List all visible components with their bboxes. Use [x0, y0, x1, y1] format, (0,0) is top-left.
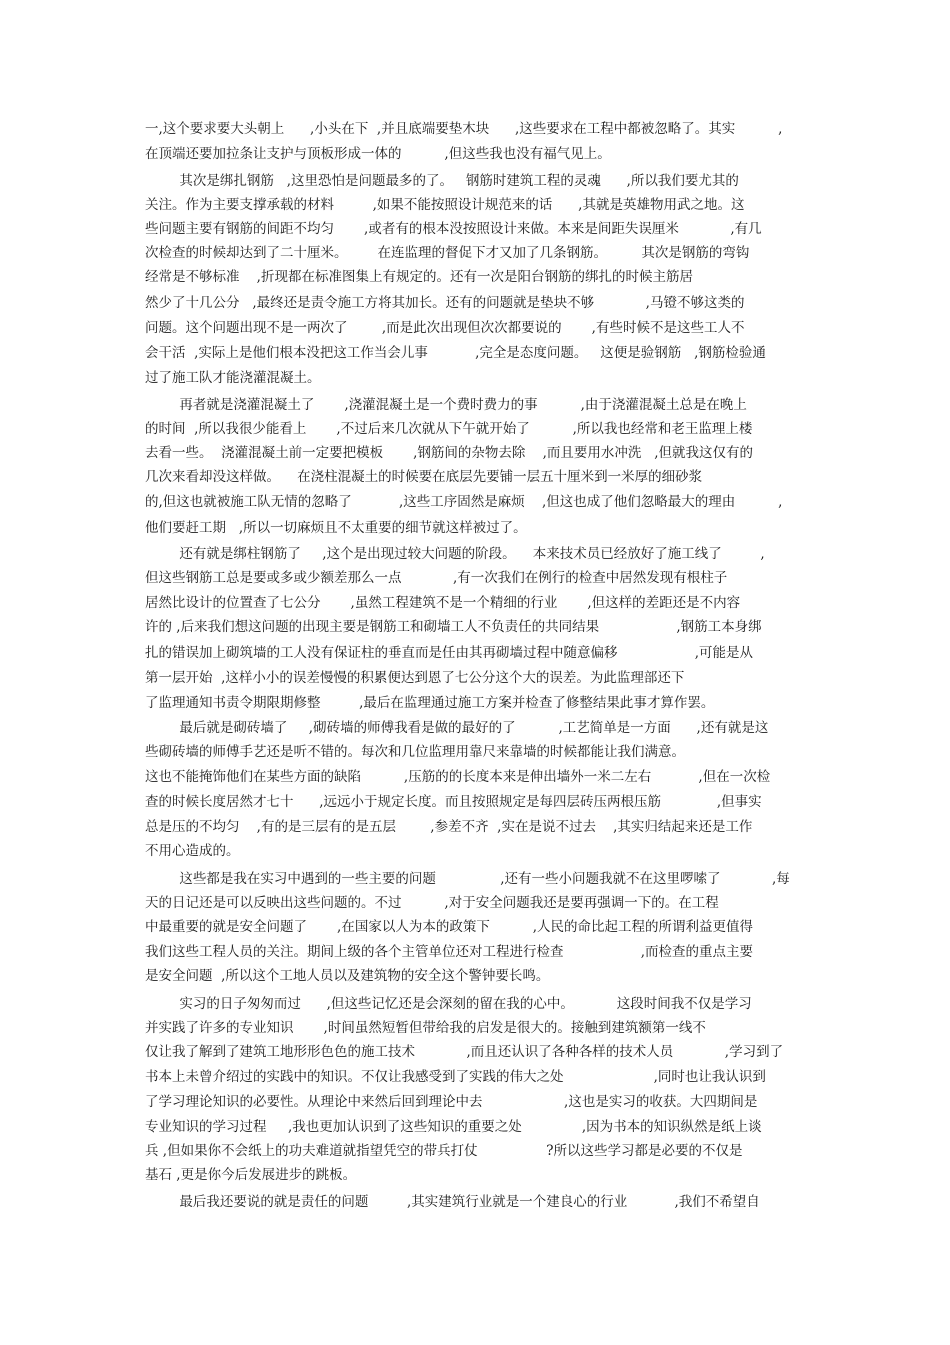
text-line: 关注。作为主要支撑承载的材料 ,如果不能按照设计规范来的话 ,其就是英雄物用武之地。这: [145, 197, 745, 213]
text-line: 许的 ,后来我们想这问题的出现主要是钢筋工和砌墙工人不负责任的共同结果 ,钢筋工本身绑: [145, 619, 762, 635]
text-line: 了监理通知书责令期限期修整 ,最后在监理通过施工方案并检查了修整结果此事才算作罢。: [145, 695, 715, 711]
text-line: 居然比设计的位置查了七公分 ,虽然工程建筑不是一个精细的行业 ,但这样的差距还是不内容: [145, 595, 741, 611]
text-line: 是安全问题 ,所以这个工地人员以及建筑物的安全这个警钟要长鸣。: [145, 968, 550, 984]
text-line: 再者就是浇灌混凝土了 ,浇灌混凝土是一个费时费力的事 ,由于浇灌混凝土总是在晚上: [145, 397, 747, 413]
text-line: 但这些钢筋工总是要或多或少额差那么一点 ,有一次我们在例行的检查中居然发现有根柱子: [145, 570, 728, 586]
text-line: 几次来看却没这样做。 在浇柱混凝土的时候要在底层先要铺一层五十厘米到一米厚的细砂浆: [145, 469, 703, 485]
text-line: 专业知识的学习过程 ,我也更加认识到了这些知识的重要之处 ,因为书本的知识纵然是纸上谈: [145, 1119, 762, 1135]
text-line: 中最重要的就是安全问题了 ,在国家以人为本的政策下 ,人民的命比起工程的所谓利益更值得: [145, 919, 754, 935]
text-line: 基石 ,更是你今后发展进步的跳板。: [145, 1167, 357, 1183]
text-line: 些问题主要有钢筋的间距不均匀 ,或者有的根本没按照设计来做。本来是间距失误厘米 ,有几: [145, 221, 762, 237]
text-line: 其次是绑扎钢筋 ,这里恐怕是问题最多的了。 钢筋时建筑工程的灵魂 ,所以我们要尤其的: [145, 173, 739, 189]
text-line: 会干活 ,实际上是他们根本没把这工作当会儿事 ,完全是态度问题。 这便是验钢筋 ,钢筋检验通: [145, 345, 766, 361]
text-line: 他们要赶工期 ,所以一切麻烦且不太重要的细节就这样被过了。: [145, 520, 527, 536]
text-line: 查的时候长度居然才七十 ,远远小于规定长度。而且按照规定是每四层砖压两根压筋 ,但事实: [145, 794, 762, 810]
text-line: 一,这个要求要大头朝上 ,小头在下 ,并且底端要垫木块 ,这些要求在工程中都被忽略了。其实 ,: [145, 121, 783, 137]
text-line: 然少了十几公分 ,最终还是责令施工方将其加长。还有的问题就是垫块不够 ,马镫不够这类的: [145, 295, 745, 311]
text-line: 去看一些。 浇灌混凝土前一定要把模板 ,钢筋间的杂物去除 ,而且要用水冲洗 ,但就我这仅有的: [145, 445, 754, 461]
text-line: 次检查的时候却达到了二十厘米。 在连监理的督促下才又加了几条钢筋。 其次是钢筋的弯钩: [145, 245, 750, 261]
text-line: 经常是不够标准 ,折现都在标准图集上有规定的。还有一次是阳台钢筋的绑扎的时候主筋居: [145, 269, 693, 285]
text-line: 并实践了许多的专业知识 ,时间虽然短暂但带给我的启发是很大的。接触到建筑额第一线不: [145, 1020, 706, 1036]
text-line: 的时间 ,所以我很少能看上 ,不过后来几次就从下午就开始了 ,所以我也经常和老王监理上楼: [145, 421, 753, 437]
text-line: 这些都是我在实习中遇到的一些主要的问题 ,还有一些小问题我就不在这里啰嗦了 ,每: [145, 871, 790, 887]
text-line: 这也不能掩饰他们在某些方面的缺陷 ,压筋的的长度本来是伸出墙外一米二左右 ,但在一次检: [145, 769, 771, 785]
text-line: 我们这些工程人员的关注。期间上级的各个主管单位还对工程进行检查 ,而检查的重点主要: [145, 944, 754, 960]
text-line: 天的日记还是可以反映出这些问题的。不过 ,对于安全问题我还是要再强调一下的。在工程: [145, 895, 719, 911]
text-line: 第一层开始 ,这样小小的误差慢慢的积累便达到恩了七公分这个大的误差。为此监理部还下: [145, 670, 685, 686]
text-line: 问题。这个问题出现不是一两次了 ,而是此次出现但次次都要说的 ,有些时候不是这些工人不: [145, 320, 745, 336]
text-line: 扎的错误加上砌筑墙的工人没有保证柱的垂直而是任由其再砌墙过程中随意偏移 ,可能是从: [145, 645, 754, 661]
text-line: 些砌砖墙的师傅手艺还是听不错的。每次和几位监理用靠尺来靠墙的时候都能让我们满意。: [145, 744, 685, 760]
text-line: 过了施工队才能浇灌混凝土。: [145, 370, 321, 386]
text-line: 实习的日子匆匆而过 ,但这些记忆还是会深刻的留在我的心中。 这段时间我不仅是学习: [145, 996, 752, 1012]
text-line: 的,但这也就被施工队无情的忽略了 ,这些工序固然是麻烦 ,但这也成了他们忽略最大的理由 ,: [145, 494, 783, 510]
text-line: 仅让我了解到了建筑工地形形色色的施工技术 ,而且还认识了各种各样的技术人员 ,学习到了: [145, 1044, 784, 1060]
text-line: 最后就是砌砖墙了 ,砌砖墙的师傅我看是做的最好的了 ,工艺简单是一方面 ,还有就是这: [145, 720, 769, 736]
text-line: 还有就是绑柱钢筋了 ,这个是出现过较大问题的阶段。 本来技术员已经放好了施工线了 ,: [145, 546, 765, 562]
text-line: 总是压的不均匀 ,有的是三层有的是五层 ,参差不齐 ,实在是说不过去 ,其实归结起来还是工作: [145, 819, 753, 835]
text-line: 兵 ,但如果你不会纸上的功夫难道就指望凭空的带兵打仗 ?所以这些学习都是必要的不仅是: [145, 1143, 743, 1159]
text-line: 在顶端还要加拉条让支护与顶板形成一体的 ,但这些我也没有福气见上。: [145, 146, 611, 162]
text-line: 书本上未曾介绍过的实践中的知识。不仅让我感受到了实践的伟大之处 ,同时也让我认识到: [145, 1069, 766, 1085]
text-line: 了学习理论知识的必要性。从理论中来然后回到理论中去 ,这也是实习的收获。大四期间是: [145, 1094, 758, 1110]
text-line: 不用心造成的。: [145, 843, 240, 859]
text-line: 最后我还要说的就是责任的问题 ,其实建筑行业就是一个建良心的行业 ,我们不希望自: [145, 1194, 760, 1210]
